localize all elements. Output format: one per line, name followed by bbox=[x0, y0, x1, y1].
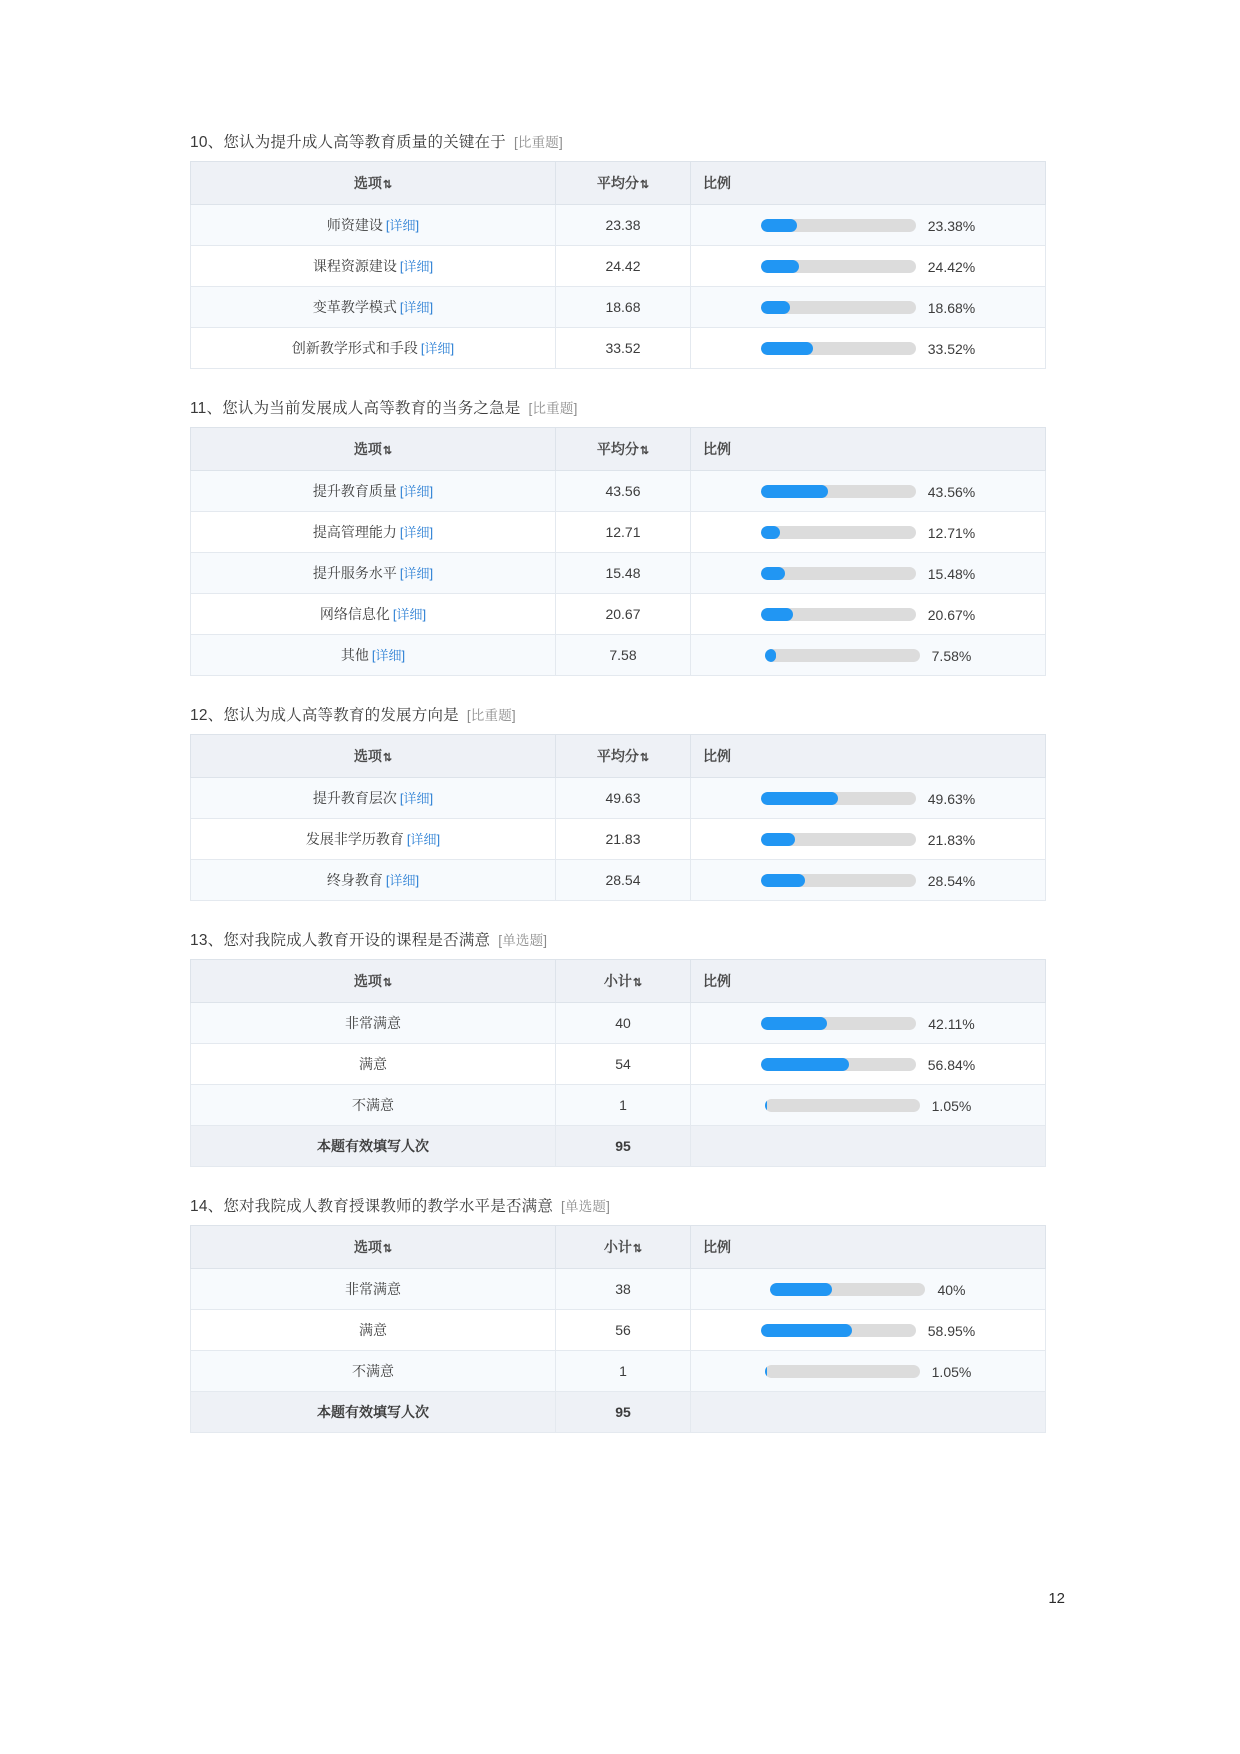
option-cell bbox=[191, 246, 556, 287]
option-label: 课程资源建设 bbox=[312, 258, 397, 274]
column-header-label: 小计 bbox=[603, 973, 632, 989]
option-cell bbox=[191, 287, 556, 328]
detail-link[interactable]: [详细] bbox=[399, 525, 434, 540]
option-label: 不满意 bbox=[352, 1097, 394, 1113]
column-header-value[interactable] bbox=[556, 162, 691, 205]
progress-bar-fill bbox=[765, 649, 777, 662]
percent-label: 12.71% bbox=[927, 524, 976, 541]
ratio-cell bbox=[691, 635, 1046, 676]
progress-bar-fill bbox=[770, 1283, 832, 1296]
option-cell bbox=[191, 635, 556, 676]
option-label: 发展非学历教育 bbox=[305, 831, 404, 847]
percent-label: 33.52% bbox=[927, 340, 976, 357]
question-title bbox=[190, 396, 1065, 418]
option-label: 创新教学形式和手段 bbox=[291, 340, 418, 356]
value-cell: 21.83 bbox=[556, 819, 691, 860]
question-text: 您对我院成人教育开设的课程是否满意 bbox=[223, 932, 491, 949]
percent-label: 40% bbox=[937, 1281, 966, 1298]
total-empty-cell bbox=[691, 1392, 1046, 1433]
progress-bar-track bbox=[761, 608, 916, 621]
percent-label: 58.95% bbox=[927, 1322, 976, 1339]
detail-link[interactable]: [详细] bbox=[392, 607, 427, 622]
option-label: 非常满意 bbox=[345, 1015, 401, 1031]
progress-bar-track bbox=[761, 874, 916, 887]
progress-bar-fill bbox=[761, 608, 793, 621]
option-label: 网络信息化 bbox=[319, 606, 390, 622]
progress-bar-fill bbox=[761, 1017, 826, 1030]
ratio-cell bbox=[691, 860, 1046, 901]
sort-toggle-icon[interactable]: ⇅ bbox=[639, 445, 650, 457]
value-cell: 43.56 bbox=[556, 471, 691, 512]
question-type-tag: [单选题] bbox=[498, 933, 548, 948]
percent-label: 21.83% bbox=[927, 831, 976, 848]
question-text: 您认为当前发展成人高等教育的当务之急是 bbox=[222, 400, 521, 417]
option-cell bbox=[191, 1351, 556, 1392]
total-value: 95 bbox=[556, 1392, 691, 1433]
ratio-cell bbox=[691, 1085, 1046, 1126]
question-block bbox=[190, 130, 1065, 369]
column-header-label: 选项 bbox=[353, 1239, 382, 1255]
column-header-value[interactable] bbox=[556, 428, 691, 471]
value-cell: 28.54 bbox=[556, 860, 691, 901]
question-text: 您认为成人高等教育的发展方向是 bbox=[223, 707, 459, 724]
question-block bbox=[190, 703, 1065, 901]
total-row bbox=[191, 1126, 1046, 1167]
table-row bbox=[191, 1085, 1046, 1126]
table-header-row bbox=[191, 735, 1046, 778]
ratio-cell bbox=[691, 205, 1046, 246]
table-row bbox=[191, 512, 1046, 553]
detail-link[interactable]: [详细] bbox=[371, 648, 406, 663]
progress-bar-fill bbox=[761, 1058, 849, 1071]
value-cell: 33.52 bbox=[556, 328, 691, 369]
progress-bar-fill bbox=[765, 1365, 767, 1378]
sort-toggle-icon[interactable]: ⇅ bbox=[382, 179, 393, 191]
progress-bar-fill bbox=[761, 219, 797, 232]
total-label: 本题有效填写人次 bbox=[191, 1126, 556, 1167]
ratio-cell bbox=[691, 287, 1046, 328]
ratio-cell bbox=[691, 594, 1046, 635]
total-empty-cell bbox=[691, 1126, 1046, 1167]
table-row bbox=[191, 1269, 1046, 1310]
column-header-label: 平均分 bbox=[596, 441, 639, 457]
value-cell: 23.38 bbox=[556, 205, 691, 246]
detail-link[interactable]: [详细] bbox=[385, 218, 420, 233]
column-header-label: 比例 bbox=[703, 973, 731, 989]
option-label: 提升教育层次 bbox=[312, 790, 397, 806]
table-header-row bbox=[191, 1226, 1046, 1269]
question-type-tag: [比重题] bbox=[513, 135, 563, 150]
table-header-row bbox=[191, 162, 1046, 205]
results-table bbox=[190, 1225, 1046, 1433]
option-label: 不满意 bbox=[352, 1363, 394, 1379]
question-title bbox=[190, 1194, 1065, 1216]
progress-bar-fill bbox=[761, 526, 781, 539]
ratio-cell bbox=[691, 778, 1046, 819]
results-table bbox=[190, 427, 1046, 676]
question-text: 您认为提升成人高等教育质量的关键在于 bbox=[223, 134, 506, 151]
column-header-ratio[interactable] bbox=[691, 960, 1046, 1003]
progress-bar-fill bbox=[761, 874, 805, 887]
column-header-option[interactable] bbox=[191, 162, 556, 205]
value-cell: 24.42 bbox=[556, 246, 691, 287]
progress-bar-track bbox=[761, 567, 916, 580]
ratio-cell bbox=[691, 553, 1046, 594]
option-label: 提升服务水平 bbox=[312, 565, 397, 581]
percent-label: 23.38% bbox=[927, 217, 976, 234]
page-number: 12 bbox=[1048, 1590, 1065, 1607]
percent-label: 20.67% bbox=[927, 606, 976, 623]
detail-link[interactable]: [详细] bbox=[399, 566, 434, 581]
option-cell bbox=[191, 553, 556, 594]
option-label: 师资建设 bbox=[326, 217, 383, 233]
sort-toggle-icon[interactable]: ⇅ bbox=[632, 977, 643, 989]
value-cell: 20.67 bbox=[556, 594, 691, 635]
table-row bbox=[191, 287, 1046, 328]
column-header-label: 小计 bbox=[603, 1239, 632, 1255]
sort-toggle-icon[interactable]: ⇅ bbox=[639, 179, 650, 191]
column-header-label: 平均分 bbox=[596, 175, 639, 191]
question-block bbox=[190, 396, 1065, 676]
ratio-cell bbox=[691, 328, 1046, 369]
sort-toggle-icon[interactable]: ⇅ bbox=[382, 977, 393, 989]
progress-bar-track bbox=[761, 526, 916, 539]
progress-bar-fill bbox=[761, 792, 838, 805]
progress-bar-track bbox=[765, 1365, 920, 1378]
results-table bbox=[190, 734, 1046, 901]
question-index: 11、 bbox=[190, 400, 223, 417]
table-row bbox=[191, 860, 1046, 901]
table-row bbox=[191, 1044, 1046, 1085]
ratio-cell bbox=[691, 512, 1046, 553]
detail-link[interactable]: [详细] bbox=[399, 791, 434, 806]
results-table bbox=[190, 959, 1046, 1167]
table-row bbox=[191, 328, 1046, 369]
percent-label: 18.68% bbox=[927, 299, 976, 316]
question-index: 13、 bbox=[190, 932, 224, 949]
progress-bar-track bbox=[770, 1283, 925, 1296]
option-label: 非常满意 bbox=[345, 1281, 401, 1297]
sort-toggle-icon[interactable]: ⇅ bbox=[639, 752, 650, 764]
percent-label: 56.84% bbox=[927, 1056, 976, 1073]
results-table bbox=[190, 161, 1046, 369]
option-label: 变革教学模式 bbox=[312, 299, 397, 315]
ratio-cell bbox=[691, 1044, 1046, 1085]
option-cell bbox=[191, 860, 556, 901]
value-cell: 1 bbox=[556, 1351, 691, 1392]
column-header-option[interactable] bbox=[191, 1226, 556, 1269]
option-cell bbox=[191, 1003, 556, 1044]
table-row bbox=[191, 594, 1046, 635]
percent-label: 42.11% bbox=[928, 1015, 975, 1032]
percent-label: 24.42% bbox=[927, 258, 976, 275]
progress-bar-track bbox=[761, 342, 916, 355]
option-cell bbox=[191, 205, 556, 246]
value-cell: 18.68 bbox=[556, 287, 691, 328]
ratio-cell bbox=[691, 1269, 1046, 1310]
progress-bar-track bbox=[765, 649, 920, 662]
value-cell: 56 bbox=[556, 1310, 691, 1351]
question-title bbox=[190, 703, 1065, 725]
option-label: 满意 bbox=[359, 1056, 387, 1072]
question-index: 10、 bbox=[190, 134, 224, 151]
percent-label: 7.58% bbox=[931, 647, 972, 664]
progress-bar-fill bbox=[761, 260, 799, 273]
ratio-cell bbox=[691, 246, 1046, 287]
column-header-label: 平均分 bbox=[596, 748, 639, 764]
column-header-label: 选项 bbox=[353, 441, 382, 457]
question-block bbox=[190, 1194, 1065, 1433]
column-header-option[interactable] bbox=[191, 960, 556, 1003]
questions-container bbox=[190, 130, 1065, 1433]
ratio-cell bbox=[691, 1003, 1046, 1044]
option-label: 提高管理能力 bbox=[312, 524, 397, 540]
question-title bbox=[190, 928, 1065, 950]
detail-link[interactable]: [详细] bbox=[406, 832, 441, 847]
progress-bar-track bbox=[761, 1058, 916, 1071]
column-header-value[interactable] bbox=[556, 735, 691, 778]
question-type-tag: [比重题] bbox=[466, 708, 516, 723]
table-row bbox=[191, 1003, 1046, 1044]
column-header-label: 比例 bbox=[703, 175, 731, 191]
value-cell: 49.63 bbox=[556, 778, 691, 819]
value-cell: 15.48 bbox=[556, 553, 691, 594]
progress-bar-track bbox=[761, 485, 916, 498]
percent-label: 1.05% bbox=[931, 1097, 972, 1114]
detail-link[interactable]: [详细] bbox=[399, 259, 434, 274]
column-header-ratio[interactable] bbox=[691, 1226, 1046, 1269]
option-cell bbox=[191, 778, 556, 819]
table-row bbox=[191, 471, 1046, 512]
option-label: 满意 bbox=[359, 1322, 387, 1338]
option-cell bbox=[191, 328, 556, 369]
column-header-label: 选项 bbox=[353, 175, 382, 191]
value-cell: 1 bbox=[556, 1085, 691, 1126]
percent-label: 28.54% bbox=[927, 872, 976, 889]
progress-bar-fill bbox=[761, 301, 790, 314]
sort-toggle-icon[interactable]: ⇅ bbox=[382, 1243, 393, 1255]
percent-label: 49.63% bbox=[927, 790, 976, 807]
column-header-value[interactable] bbox=[556, 1226, 691, 1269]
column-header-ratio[interactable] bbox=[691, 428, 1046, 471]
column-header-label: 比例 bbox=[703, 748, 731, 764]
option-label: 提升教育质量 bbox=[312, 483, 397, 499]
percent-label: 1.05% bbox=[931, 1363, 972, 1380]
value-cell: 40 bbox=[556, 1003, 691, 1044]
option-cell bbox=[191, 471, 556, 512]
question-title bbox=[190, 130, 1065, 152]
table-row bbox=[191, 1351, 1046, 1392]
ratio-cell bbox=[691, 1310, 1046, 1351]
table-header-row bbox=[191, 960, 1046, 1003]
question-block bbox=[190, 928, 1065, 1167]
column-header-option[interactable] bbox=[191, 735, 556, 778]
option-cell bbox=[191, 819, 556, 860]
value-cell: 7.58 bbox=[556, 635, 691, 676]
progress-bar-fill bbox=[761, 833, 795, 846]
table-row bbox=[191, 635, 1046, 676]
column-header-label: 比例 bbox=[703, 1239, 731, 1255]
progress-bar-fill bbox=[765, 1099, 767, 1112]
sort-toggle-icon[interactable]: ⇅ bbox=[632, 1243, 643, 1255]
total-row bbox=[191, 1392, 1046, 1433]
table-row bbox=[191, 1310, 1046, 1351]
question-index: 14、 bbox=[190, 1198, 224, 1215]
progress-bar-track bbox=[761, 219, 916, 232]
progress-bar-fill bbox=[761, 485, 829, 498]
detail-link[interactable]: [详细] bbox=[399, 300, 434, 315]
column-header-option[interactable] bbox=[191, 428, 556, 471]
percent-label: 15.48% bbox=[927, 565, 976, 582]
progress-bar-fill bbox=[761, 567, 785, 580]
option-cell bbox=[191, 594, 556, 635]
sort-toggle-icon[interactable]: ⇅ bbox=[382, 752, 393, 764]
option-cell bbox=[191, 1044, 556, 1085]
option-cell bbox=[191, 1085, 556, 1126]
total-label: 本题有效填写人次 bbox=[191, 1392, 556, 1433]
question-text: 您对我院成人教育授课教师的教学水平是否满意 bbox=[223, 1198, 554, 1215]
ratio-cell bbox=[691, 471, 1046, 512]
sort-toggle-icon[interactable]: ⇅ bbox=[382, 445, 393, 457]
progress-bar-track bbox=[761, 833, 916, 846]
progress-bar-track bbox=[761, 1324, 916, 1337]
question-index: 12、 bbox=[190, 707, 224, 724]
table-row bbox=[191, 205, 1046, 246]
option-cell bbox=[191, 1269, 556, 1310]
option-cell bbox=[191, 512, 556, 553]
table-row bbox=[191, 819, 1046, 860]
value-cell: 12.71 bbox=[556, 512, 691, 553]
progress-bar-track bbox=[765, 1099, 920, 1112]
progress-bar-track bbox=[761, 1017, 916, 1030]
column-header-value[interactable] bbox=[556, 960, 691, 1003]
option-label: 其他 bbox=[340, 647, 369, 663]
progress-bar-track bbox=[761, 301, 916, 314]
detail-link[interactable]: [详细] bbox=[399, 484, 434, 499]
question-type-tag: [单选题] bbox=[561, 1199, 611, 1214]
table-row bbox=[191, 553, 1046, 594]
column-header-label: 选项 bbox=[353, 973, 382, 989]
table-header-row bbox=[191, 428, 1046, 471]
column-header-label: 选项 bbox=[353, 748, 382, 764]
column-header-ratio[interactable] bbox=[691, 735, 1046, 778]
ratio-cell bbox=[691, 819, 1046, 860]
detail-link[interactable]: [详细] bbox=[385, 873, 420, 888]
progress-bar-track bbox=[761, 260, 916, 273]
table-row bbox=[191, 246, 1046, 287]
percent-label: 43.56% bbox=[927, 483, 976, 500]
total-value: 95 bbox=[556, 1126, 691, 1167]
value-cell: 38 bbox=[556, 1269, 691, 1310]
ratio-cell bbox=[691, 1351, 1046, 1392]
column-header-label: 比例 bbox=[703, 441, 731, 457]
column-header-ratio[interactable] bbox=[691, 162, 1046, 205]
progress-bar-track bbox=[761, 792, 916, 805]
option-label: 终身教育 bbox=[326, 872, 383, 888]
option-cell bbox=[191, 1310, 556, 1351]
detail-link[interactable]: [详细] bbox=[420, 341, 455, 356]
question-type-tag: [比重题] bbox=[528, 401, 578, 416]
progress-bar-fill bbox=[761, 1324, 852, 1337]
progress-bar-fill bbox=[761, 342, 813, 355]
table-row bbox=[191, 778, 1046, 819]
value-cell: 54 bbox=[556, 1044, 691, 1085]
